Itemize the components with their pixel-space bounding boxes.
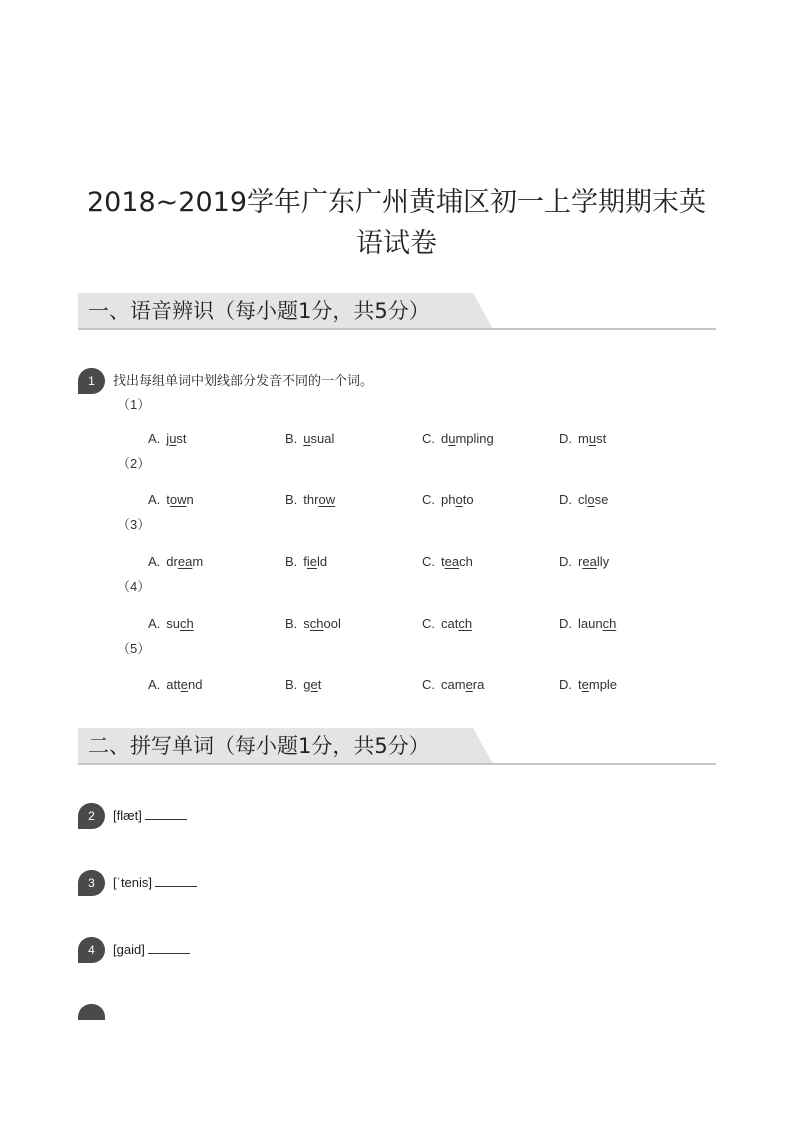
- word-underlined-part: o: [455, 492, 463, 507]
- option-letter: C.: [422, 492, 435, 507]
- word-part: t: [441, 554, 445, 569]
- answer-option[interactable]: [285, 491, 335, 509]
- question-3-item: [113, 874, 197, 892]
- question-2-item: [113, 807, 187, 825]
- sub-question-label: （3）: [117, 517, 151, 532]
- answer-option[interactable]: [559, 491, 608, 509]
- answer-option[interactable]: [285, 553, 327, 571]
- question-number-badge-partial: [78, 1004, 105, 1020]
- word-part: g: [303, 677, 311, 692]
- word-part: mple: [588, 677, 618, 692]
- exam-title: [70, 182, 723, 264]
- word-underlined-part: o: [587, 492, 595, 507]
- answer-option[interactable]: [422, 615, 472, 633]
- answer-option[interactable]: [148, 676, 202, 694]
- answer-option[interactable]: [422, 676, 484, 694]
- answer-blank[interactable]: [155, 874, 197, 887]
- word-underlined-part: e: [581, 677, 589, 692]
- answer-option[interactable]: [148, 553, 203, 571]
- word-part: to: [462, 492, 474, 507]
- answer-option[interactable]: [285, 430, 334, 448]
- word-part: s: [303, 616, 310, 631]
- word-part: f: [303, 554, 307, 569]
- word-part: t: [317, 677, 322, 692]
- phonetic-text: [ˈtenis]: [113, 875, 153, 890]
- word-underlined-part: ow: [169, 492, 187, 507]
- answer-option[interactable]: [422, 491, 474, 509]
- question-4-item: [113, 941, 190, 959]
- word-part: st: [596, 431, 607, 446]
- option-letter: C.: [422, 554, 435, 569]
- word-underlined-part: ch: [602, 616, 617, 631]
- word-underlined-part: u: [169, 431, 177, 446]
- answer-option[interactable]: [559, 553, 609, 571]
- word-part: m: [192, 554, 204, 569]
- word-underlined-part: u: [303, 431, 311, 446]
- word-underlined-part: ch: [180, 616, 194, 631]
- word-part: cat: [441, 616, 459, 631]
- word-underlined-part: ea: [582, 554, 597, 569]
- phonetic-text: [flæt]: [113, 808, 142, 823]
- word-underlined-part: u: [588, 431, 597, 446]
- word-part: sual: [310, 431, 335, 446]
- word-part: n: [186, 492, 194, 507]
- word-part: ool: [323, 616, 341, 631]
- word-part: d: [441, 431, 449, 446]
- option-letter: A.: [148, 677, 161, 692]
- section-header-phonetics: [78, 293, 716, 330]
- option-letter: C.: [422, 677, 435, 692]
- section-title: 一、语音辨识（每小题1分，共5分）: [88, 299, 430, 323]
- answer-option[interactable]: [148, 615, 194, 633]
- word-part: su: [166, 616, 181, 631]
- answer-option[interactable]: [559, 676, 617, 694]
- word-part: lly: [596, 554, 610, 569]
- question-number-badge: 2: [78, 803, 105, 829]
- word-part: ch: [459, 554, 473, 569]
- option-letter: B.: [285, 554, 298, 569]
- word-part: ra: [472, 677, 485, 692]
- answer-blank[interactable]: [148, 941, 190, 954]
- question-number-badge: 4: [78, 937, 105, 963]
- word-part: m: [578, 431, 589, 446]
- word-part: nd: [188, 677, 203, 692]
- option-letter: B.: [285, 492, 298, 507]
- question-number-badge: 1: [78, 368, 105, 394]
- answer-option[interactable]: [559, 430, 606, 448]
- option-letter: D.: [559, 677, 572, 692]
- sub-question-label: （2）: [117, 456, 151, 471]
- section-rule: [78, 328, 716, 330]
- word-part: mpling: [455, 431, 494, 446]
- word-part: ph: [441, 492, 456, 507]
- option-letter: A.: [148, 492, 161, 507]
- question-number-badge: 3: [78, 870, 105, 896]
- word-underlined-part: ea: [177, 554, 193, 569]
- word-part: r: [578, 554, 583, 569]
- answer-blank[interactable]: [145, 807, 187, 820]
- option-letter: A.: [148, 554, 161, 569]
- option-letter: C.: [422, 431, 435, 446]
- option-letter: B.: [285, 677, 298, 692]
- answer-option[interactable]: [285, 615, 341, 633]
- option-letter: D.: [559, 431, 572, 446]
- word-part: laun: [578, 616, 603, 631]
- word-part: se: [594, 492, 609, 507]
- option-letter: B.: [285, 431, 298, 446]
- option-letter: D.: [559, 616, 572, 631]
- section-title: 二、拼写单词（每小题1分，共5分）: [88, 734, 430, 758]
- option-letter: C.: [422, 616, 435, 631]
- word-underlined-part: ea: [444, 554, 460, 569]
- answer-option[interactable]: [422, 430, 494, 448]
- answer-option[interactable]: [559, 615, 616, 633]
- option-letter: B.: [285, 616, 298, 631]
- section-header-spelling: [78, 728, 716, 765]
- word-part: t: [166, 492, 170, 507]
- question-prompt: 找出每组单词中划线部分发音不同的一个词。: [113, 373, 374, 388]
- word-underlined-part: ie: [306, 554, 318, 569]
- word-underlined-part: u: [448, 431, 456, 446]
- word-part: t: [578, 677, 582, 692]
- word-part: att: [166, 677, 181, 692]
- sub-question-label: （5）: [117, 641, 151, 656]
- word-part: ld: [317, 554, 328, 569]
- word-part: cl: [578, 492, 588, 507]
- option-letter: D.: [559, 554, 572, 569]
- answer-option[interactable]: [148, 491, 194, 509]
- exam-title-line2: 语试卷: [356, 228, 437, 259]
- answer-option[interactable]: [285, 676, 321, 694]
- phonetic-text: [gaid]: [113, 942, 145, 957]
- answer-option[interactable]: [422, 553, 473, 571]
- word-part: st: [176, 431, 187, 446]
- word-underlined-part: ow: [318, 492, 336, 507]
- word-part: thr: [303, 492, 319, 507]
- word-underlined-part: e: [180, 677, 188, 692]
- word-part: dr: [166, 554, 178, 569]
- option-letter: A.: [148, 616, 161, 631]
- option-letter: A.: [148, 431, 161, 446]
- word-underlined-part: e: [465, 677, 473, 692]
- word-underlined-part: ch: [309, 616, 324, 631]
- option-letter: D.: [559, 492, 572, 507]
- exam-title-line1: 2018~2019学年广东广州黄埔区初一上学期期末英: [86, 187, 707, 218]
- answer-option[interactable]: [148, 430, 187, 448]
- word-part: j: [166, 431, 170, 446]
- word-underlined-part: ch: [458, 616, 473, 631]
- word-underlined-part: e: [310, 677, 318, 692]
- word-part: cam: [441, 677, 466, 692]
- sub-question-label: （1）: [117, 397, 151, 412]
- section-rule: [78, 763, 716, 765]
- sub-question-label: （4）: [117, 579, 151, 594]
